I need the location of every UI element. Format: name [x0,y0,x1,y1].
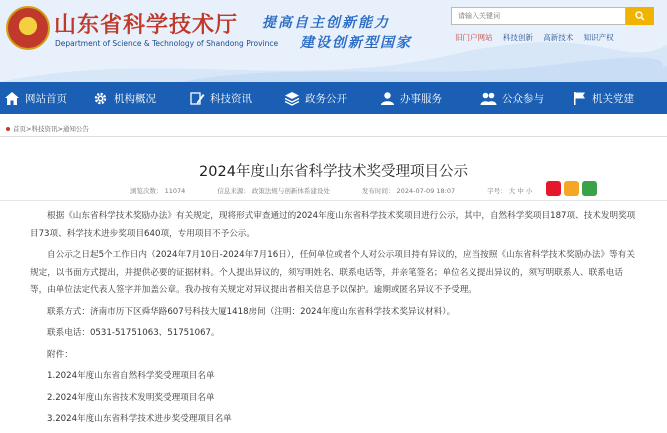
site-title[interactable]: 山东省科学技术厅 [54,13,239,38]
attachments-label: 附件： [47,349,73,360]
search-icon [635,11,645,21]
gear-icon [92,90,109,107]
site-subtitle: Department of Science & Technology of Shandong Province [55,39,279,48]
nav-organization[interactable] [92,82,190,114]
breadcrumb-home[interactable]: 首页 [13,125,26,133]
paragraph: 根据《山东省科学技术奖励办法》有关规定，现将形式审查通过的2024年度山东省科学技术奖项目进行公示，其中，自然科学奖项目187项、技术发明奖项目73项、科学技术进步奖项目640项，专用项目不予公示。 [30,211,636,239]
nav-organization-label: 机构概况 [114,92,156,105]
share-bar [546,181,597,196]
home-icon [4,91,20,106]
nav-services-label: 办事服务 [400,92,442,105]
slogan-line-1: 提高自主创新能力 [262,15,390,31]
breadcrumb [6,124,89,133]
national-emblem-logo [6,6,50,50]
attachment-link[interactable]: 2.2024年度山东省技术发明奖受理项目名单 [47,392,215,403]
search-input[interactable] [451,7,626,25]
attachment-link[interactable]: 3.2024年度山东省科学技术进步奖受理项目名单 [47,414,232,424]
view-count: 浏览次数： 11074 [130,187,186,195]
article-body [30,208,640,429]
quick-link-old-portal[interactable]: 旧门户网站 [455,33,493,42]
nav-services[interactable] [380,82,480,114]
paragraph: 自公示之日起5个工作日内（2024年7月10日-2024年7月16日），任何单位或者个人对公示项目持有异议的，应当按照《山东省科学技术奖励办法》等有关规定，以书面方式提出，并提供必要的证据材料。个人提出异议的，须写明姓名、联系电话等，并亲笔签名；单位名义提出异议的，须写明联系人、联系电话等，由单位法定代表人签字并加盖公章。我办按有关规定对异议提出者相关信息予以保护。逾期或匿名异议不予受理。 [30,250,635,295]
site-header [0,0,667,82]
divider [0,136,667,137]
nav-public-participation[interactable] [480,82,572,114]
layers-icon [284,91,300,106]
contact-address: 联系方式：济南市历下区舜华路607号科技大厦1418房间（注明：2024年度山东省科学技术奖异议材料）。 [47,306,456,317]
search-button[interactable] [626,7,654,25]
quick-link-ip[interactable]: 知识产权 [583,33,614,42]
breadcrumb-separator: > [57,124,63,133]
contact-phone: 联系电话：0531-51751063、51751067。 [47,328,220,338]
article-title: 2024年度山东省科学技术奖受理项目公示 [199,164,468,180]
people-icon [480,91,497,106]
publish-date: 发布时间： 2024-07-09 18:07 [361,187,456,195]
nav-party-building-label: 机关党建 [592,92,634,105]
attachment-link[interactable]: 1.2024年度山东省自然科学奖受理项目名单 [47,371,215,381]
article-meta [130,186,562,195]
nav-home-label: 网站首页 [25,92,67,105]
breadcrumb-dot-icon [6,127,10,131]
breadcrumb-separator: > [26,124,32,133]
wechat-share-icon[interactable] [582,181,597,196]
pencil-icon [190,91,205,106]
quick-link-innovation[interactable]: 科技创新 [502,33,533,42]
nav-news[interactable] [190,82,284,114]
main-nav [0,82,667,114]
breadcrumb-notices[interactable]: 通知公告 [62,125,89,133]
nav-news-label: 科技资讯 [210,92,252,105]
nav-gov-affairs[interactable] [284,82,380,114]
nav-party-building[interactable] [572,82,664,114]
font-size-control[interactable]: 字号： 大 中 小 [487,187,533,195]
quick-link-hightech[interactable]: 高新技术 [543,33,574,42]
nav-public-participation-label: 公众参与 [502,92,544,105]
info-source: 信息来源： 政策法规与创新体系建设处 [217,187,330,195]
user-icon [380,91,395,106]
nav-home[interactable] [0,82,92,114]
flag-icon [572,91,587,106]
weibo-share-icon[interactable] [546,181,561,196]
breadcrumb-news[interactable]: 科技资讯 [31,125,58,133]
nav-gov-affairs-label: 政务公开 [305,92,347,105]
quick-links [455,32,622,43]
slogan-line-2: 建设创新型国家 [300,35,412,51]
favorite-star-icon[interactable] [564,181,579,196]
divider [0,200,667,201]
